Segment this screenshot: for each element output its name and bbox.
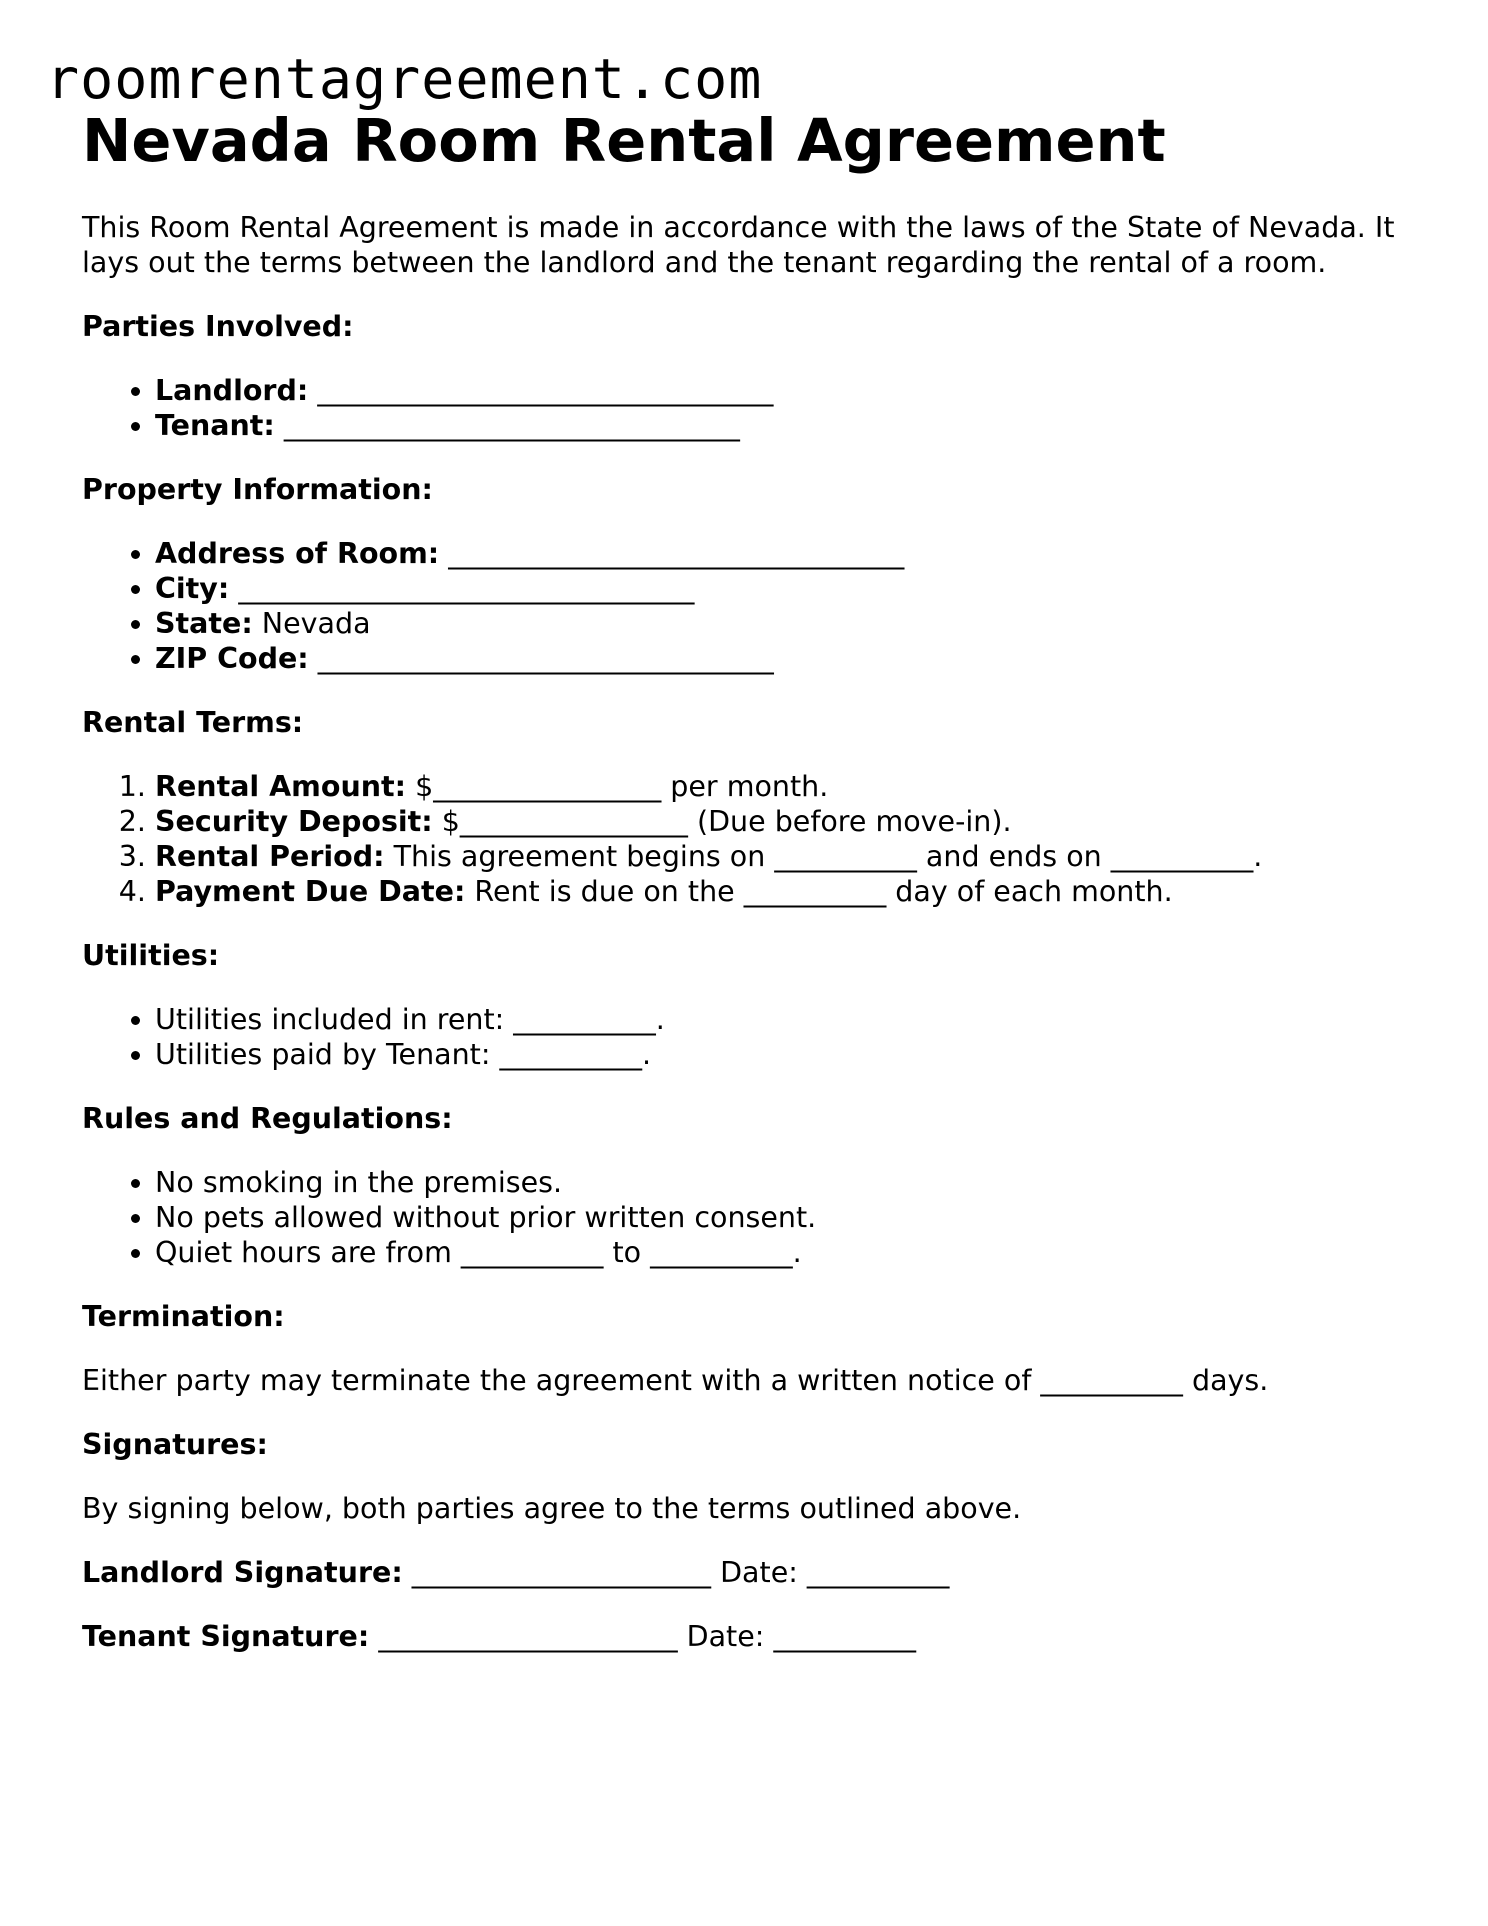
city-label: City: <box>155 572 230 605</box>
property-heading: Property Information: <box>82 473 433 506</box>
tenant-signature-label: Tenant Signature: <box>82 1620 370 1653</box>
list-item: • Utilities included in rent: __________. <box>155 1002 1422 1037</box>
page-title: Nevada Room Rental Agreement <box>82 106 1166 175</box>
landlord-signature-line <box>82 1555 1422 1590</box>
list-item: • Quiet hours are from __________ to __________. <box>155 1235 1422 1270</box>
address-label: Address of Room: <box>155 537 440 570</box>
landlord-date-label: Date: <box>720 1556 798 1589</box>
utilities-list <box>82 1002 1422 1072</box>
signatures-heading: Signatures: <box>82 1428 268 1461</box>
list-item: • No smoking in the premises. <box>155 1165 1422 1200</box>
rental-amount-text: $________________ per month. <box>415 770 829 803</box>
list-item: • No pets allowed without prior written consent. <box>155 1200 1422 1235</box>
security-deposit-text: $________________ (Due before move-in). <box>441 805 1012 838</box>
landlord-signature-label: Landlord Signature: <box>82 1556 403 1589</box>
list-item <box>155 769 1422 804</box>
landlord-blank: ________________________________ <box>317 374 774 407</box>
tenant-blank: ________________________________ <box>283 409 740 442</box>
termination-heading: Termination: <box>82 1300 285 1333</box>
address-blank: ________________________________ <box>448 537 905 570</box>
rental-amount-label: Rental Amount: <box>155 770 407 803</box>
landlord-signature-blank: _____________________ <box>411 1556 712 1589</box>
rental-terms-list <box>82 769 1422 909</box>
tenant-date-label: Date: <box>686 1620 765 1653</box>
tenant-date-blank: __________ <box>773 1620 916 1653</box>
rental-terms-heading: Rental Terms: <box>82 706 304 739</box>
zip-label: ZIP Code: <box>155 642 309 675</box>
intro-paragraph: This Room Rental Agreement is made in accordance with the laws of the State of Nevada. It lays out the terms between the landlord and the tenant regarding the rental of a room. <box>82 211 1395 279</box>
city-blank: ________________________________ <box>238 572 695 605</box>
list-item <box>155 804 1422 839</box>
list-item <box>155 571 1422 606</box>
rules-heading: Rules and Regulations: <box>82 1102 453 1135</box>
parties-heading: Parties Involved: <box>82 310 354 343</box>
signatures-text: By signing below, both parties agree to the terms outlined above. <box>82 1492 1022 1525</box>
list-item <box>155 874 1422 909</box>
list-item: • Utilities paid by Tenant: __________. <box>155 1037 1422 1072</box>
termination-text: Either party may terminate the agreement with a written notice of __________ days. <box>82 1364 1269 1397</box>
property-list <box>82 536 1422 676</box>
rental-period-label: Rental Period: <box>155 840 385 873</box>
parties-list <box>82 373 1422 443</box>
list-item <box>155 606 1422 641</box>
list-item <box>155 373 1422 408</box>
zip-blank: ________________________________ <box>317 642 774 675</box>
rules-list <box>82 1165 1422 1270</box>
security-deposit-label: Security Deposit: <box>155 805 433 838</box>
site-watermark: roomrentagreement.com <box>46 47 763 111</box>
document-body <box>82 108 1422 1654</box>
list-item <box>155 641 1422 676</box>
payment-due-label: Payment Due Date: <box>155 875 466 908</box>
state-value: Nevada <box>261 607 371 640</box>
state-label: State: <box>155 607 253 640</box>
tenant-label: Tenant: <box>155 409 275 442</box>
landlord-label: Landlord: <box>155 374 309 407</box>
list-item <box>155 839 1422 874</box>
list-item <box>155 408 1422 443</box>
utilities-heading: Utilities: <box>82 939 220 972</box>
list-item <box>155 536 1422 571</box>
tenant-signature-blank: _____________________ <box>378 1620 678 1653</box>
payment-due-text: Rent is due on the __________ day of each month. <box>474 875 1173 908</box>
landlord-date-blank: __________ <box>806 1556 950 1589</box>
rental-period-text: This agreement begins on __________ and ends on __________. <box>393 840 1263 873</box>
tenant-signature-line <box>82 1619 1422 1654</box>
